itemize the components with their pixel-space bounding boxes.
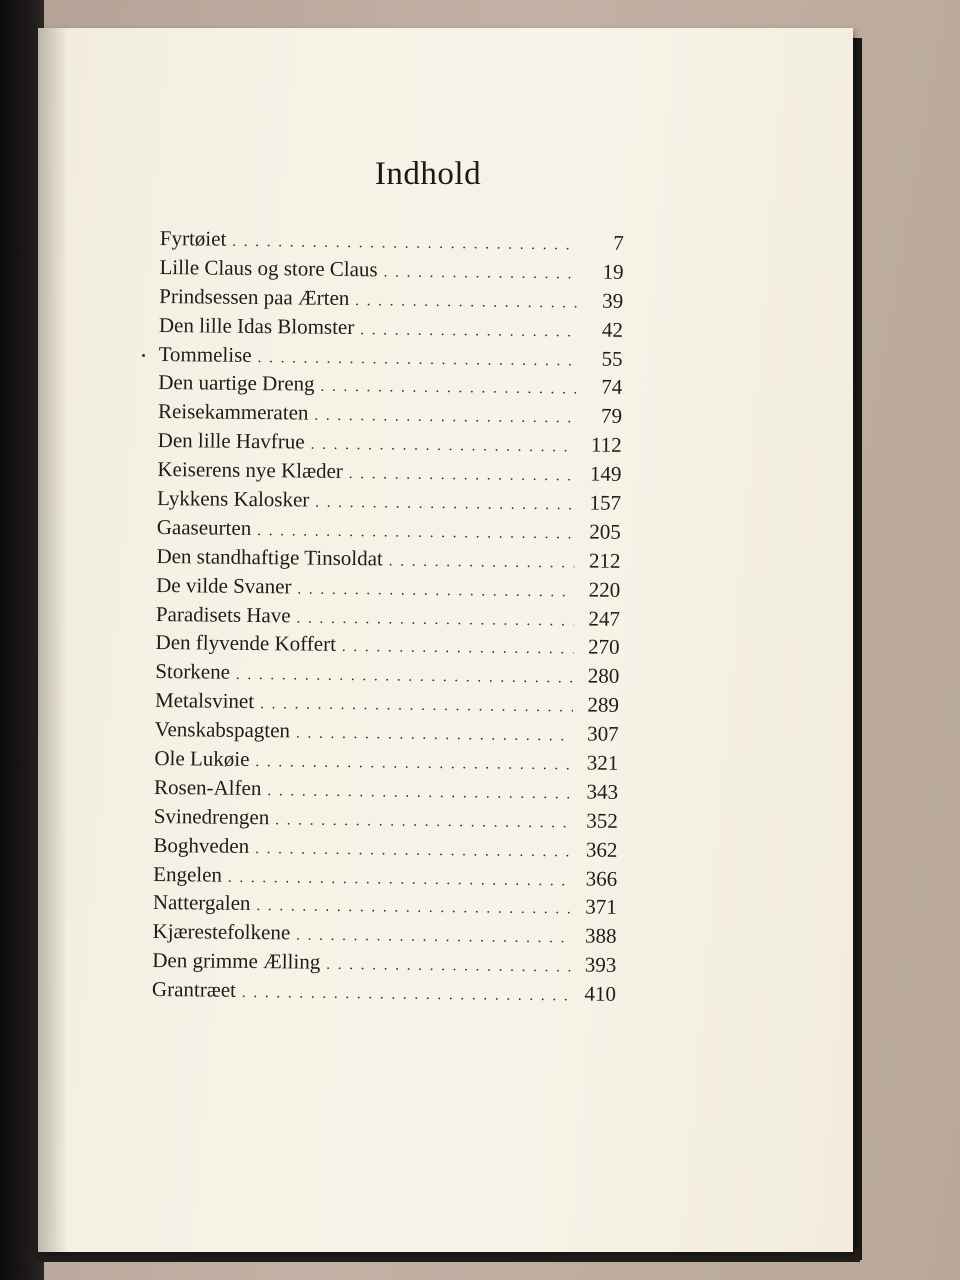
toc-entry-page-number: 366 <box>585 866 618 891</box>
toc-entry-page-number: 220 <box>588 577 621 602</box>
page-gutter-shadow <box>38 28 68 1252</box>
toc-entry-title: Boghveden <box>153 832 250 858</box>
toc-entry-title: Den grimme Ælling <box>152 948 321 974</box>
toc-entry-title: Metalsvinet <box>154 688 255 714</box>
dot-leader <box>242 979 570 1011</box>
toc-entry-page-number: 321 <box>586 750 619 775</box>
toc-entry-page-number: 307 <box>587 721 619 746</box>
toc-entry-page-number: 410 <box>584 981 617 1006</box>
toc-entry-page-number: 55 <box>601 346 623 371</box>
toc-entry-page-number: 362 <box>585 837 618 862</box>
book-cover-edge <box>852 38 862 1260</box>
toc-entry-title: Den flyvende Koffert <box>155 630 337 657</box>
toc-entry-page-number: 289 <box>587 692 620 718</box>
toc-entry-title: Keiserens nye Klæder <box>157 457 344 484</box>
toc-entry-title: Nattergalen <box>152 890 251 916</box>
toc-entry-page-number: 388 <box>584 923 617 949</box>
toc-entry-title: Venskabspagten <box>154 717 291 743</box>
toc-entry-page-number: 74 <box>601 375 623 400</box>
toc-entry-page-number: 247 <box>588 606 621 631</box>
toc-entry-title: Fyrtøiet <box>159 225 227 251</box>
toc-entry-title: Ole Lukøie <box>154 746 250 771</box>
toc-entry-page-number: 371 <box>585 894 617 920</box>
toc-entry-title: Reisekammeraten <box>157 399 309 425</box>
toc-entry-title: Rosen-Alfen <box>153 774 262 801</box>
toc-entry-title: Den lille Idas Blomster <box>158 312 355 339</box>
toc-entry-title: Den uartige Dreng <box>158 370 315 397</box>
toc-entry-title: Den standhaftige Tinsoldat <box>156 543 383 571</box>
toc-entry-page-number: 352 <box>586 808 618 833</box>
toc-entry-page-number: 79 <box>600 403 623 429</box>
toc-entry-page-number: 112 <box>590 432 622 458</box>
toc-entry-page-number: 393 <box>584 952 617 978</box>
table-of-contents <box>152 224 624 1009</box>
toc-entry-title: Kjærestefolkene <box>152 919 291 945</box>
toc-entry-title: Svinedrengen <box>153 803 270 829</box>
toc-entry-title: Tommelise <box>158 341 252 367</box>
toc-entry-page-number: 149 <box>589 461 622 486</box>
toc-entry <box>152 975 616 1009</box>
toc-entry-title: Grantræet <box>151 977 237 1002</box>
page-speck <box>142 354 145 357</box>
toc-entry-page-number: 270 <box>587 634 620 660</box>
toc-entry-page-number: 19 <box>602 259 624 284</box>
toc-entry-page-number: 39 <box>602 288 624 313</box>
toc-entry-title: Storkene <box>155 659 231 685</box>
toc-entry-page-number: 343 <box>586 779 619 804</box>
toc-entry-page-number: 7 <box>613 230 624 255</box>
toc-entry-title: Gaaseurten <box>156 514 252 540</box>
page-title: Indhold <box>374 156 482 192</box>
toc-entry-title: Prindsessen paa Ærten <box>159 283 350 310</box>
book-page <box>38 28 853 1252</box>
toc-entry-page-number: 157 <box>589 490 622 515</box>
toc-entry-title: Lille Claus og store Claus <box>159 254 378 282</box>
toc-entry-page-number: 280 <box>587 663 620 689</box>
toc-entry-title: Engelen <box>153 861 223 887</box>
toc-entry-page-number: 205 <box>589 519 621 544</box>
toc-entry-title: Den lille Havfrue <box>157 428 305 454</box>
toc-entry-title: Lykkens Kalosker <box>157 486 310 512</box>
toc-entry-page-number: 212 <box>588 548 621 573</box>
toc-entry-page-number: 42 <box>601 317 624 342</box>
toc-entry-title: Paradisets Have <box>155 601 291 627</box>
toc-entry-title: De vilde Svaner <box>156 572 292 599</box>
